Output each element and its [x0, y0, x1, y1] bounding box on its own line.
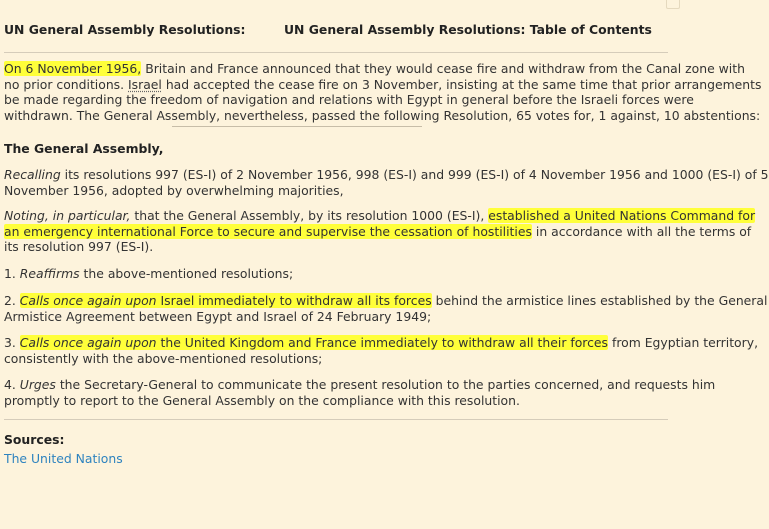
noting-phrase: Noting, in particular,: [4, 208, 131, 223]
date-highlight: On 6 November 1956,: [4, 61, 142, 76]
assembly-heading: The General Assembly,: [4, 141, 164, 156]
item-text: the above-mentioned resolutions;: [79, 266, 294, 281]
intro-line-2-start: no prior conditions.: [4, 76, 129, 92]
noting-line-1-text: that the General Assembly, by its resolution 1000 (ES-I),: [130, 208, 489, 223]
noting-line: [4, 208, 756, 224]
document-header: [4, 22, 668, 40]
item-verb: Urges: [19, 377, 56, 392]
intro-line-2-end: had accepted the cease fire on 3 November, insisting at the same time that prior arrangements: [161, 76, 762, 92]
recalling-paragraph: [4, 167, 769, 198]
item-line: consistently with the above-mentioned resolutions;: [4, 350, 323, 366]
command-highlight: established a United Nations Command for: [488, 208, 756, 223]
noting-line: its resolution 997 (ES-I).: [4, 239, 154, 254]
israel-term[interactable]: Israel: [128, 76, 162, 92]
noting-line-2-text: in accordance with all the terms of: [531, 223, 752, 239]
operative-item-2: [4, 293, 768, 324]
intro-line: [4, 61, 745, 77]
operative-item-1: [4, 266, 670, 282]
item-text: from Egyptian territory,: [608, 335, 759, 350]
item-3-highlight: [20, 335, 608, 350]
header-left-title: UN General Assembly Resolutions:: [4, 22, 246, 37]
item-line: [4, 377, 716, 393]
intro-line-1-text: Britain and France announced that they would cease fire and withdraw from the Canal zone with: [141, 61, 745, 76]
intro-line: [4, 76, 762, 93]
document-page: [4, 0, 769, 529]
item-line: [4, 266, 670, 282]
source-link-united-nations[interactable]: The United Nations: [4, 451, 123, 466]
item-line: Armistice Agreement between Egypt and Israel of 24 February 1949;: [4, 308, 432, 324]
sources-divider: [4, 419, 668, 420]
item-highlight-text: the United Kingdom and France immediately to withdraw all their forces: [156, 335, 609, 350]
intro-line: withdrawn. The General Assembly, nevertheless, passed the following Resolution, 65 votes for, 1 against, 10 abstentions:: [4, 107, 761, 123]
item-number: 4.: [4, 377, 20, 392]
item-2-highlight: [20, 293, 432, 308]
item-verb: Calls once again upon: [19, 293, 157, 308]
header-divider: [4, 52, 668, 53]
item-line: [4, 335, 759, 351]
recalling-word: Recalling: [4, 167, 61, 182]
recalling-line: [4, 167, 769, 183]
table-of-contents-link[interactable]: UN General Assembly Resolutions: Table of Contents: [284, 22, 652, 37]
item-verb: Reaffirms: [19, 266, 80, 281]
item-line: promptly to report to the General Assembly on the compliance with this resolution.: [4, 392, 520, 408]
corner-tab: [666, 0, 680, 9]
sources-title: Sources:: [4, 432, 65, 447]
section-divider: [172, 126, 422, 127]
recalling-line: November 1956, adopted by overwhelming majorities,: [4, 182, 344, 198]
item-text: behind the armistice lines established by the General: [431, 293, 768, 308]
noting-paragraph: [4, 208, 756, 255]
item-text: the Secretary-General to communicate the present resolution to the parties concerned, and requests him: [55, 377, 716, 392]
item-line: [4, 293, 768, 309]
intro-paragraph: [4, 61, 762, 123]
item-highlight-text: Israel immediately to withdraw all its forces: [156, 293, 432, 308]
intro-line: be made regarding the freedom of navigation and relations with Egypt in general before the Israeli forces were: [4, 92, 694, 107]
item-number: 1.: [4, 266, 20, 281]
noting-line: [4, 223, 752, 240]
item-number: 2.: [4, 293, 20, 308]
operative-item-4: [4, 377, 716, 408]
item-verb: Calls once again upon: [19, 335, 157, 350]
item-number: 3.: [4, 335, 20, 350]
force-highlight: an emergency international Force to secure and supervise the cessation of hostilities: [4, 223, 532, 239]
operative-item-3: [4, 335, 759, 366]
recalling-line-1-text: its resolutions 997 (ES-I) of 2 November 1956, 998 (ES-I) and 999 (ES-I) of 4 November 1956 and 1000 (ES-I) of 5: [60, 167, 769, 182]
